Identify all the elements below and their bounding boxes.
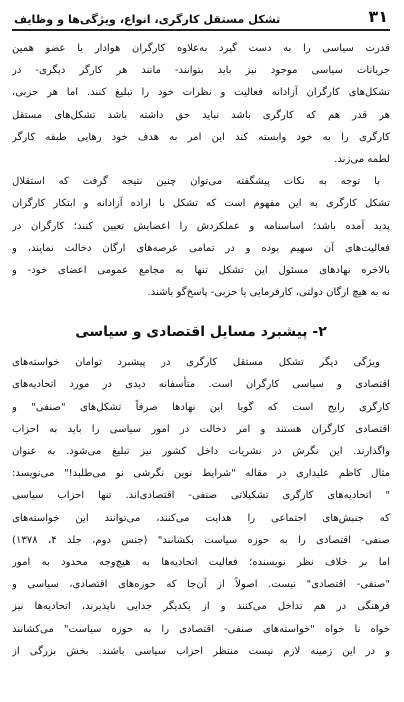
text-line: پدید آمده باشد؛ اساسنامه و عملکردش را اعضایش تعیین کنند؛ کارگران در (12, 220, 390, 232)
page-number: ۳۱ (368, 7, 388, 26)
text-line: واگذارند. این نگرش در نشریات داخل کشور نیز تبلیغ می‌شود. به عنوان (12, 446, 390, 457)
text-line: فعالیت‌های آن سهیم بوده و در تمامی عرصه‌های ارگان دخالت نمایند، و (12, 242, 390, 254)
text-line: خواه نا خواه "خواسته‌های صنفی- اقتصادی را به حوزه سیاست" می‌کشانند (12, 623, 390, 635)
text-line: اقتصادی کارگران هستند و امر دخالت در امور سیاسی را باید به احزاب (12, 423, 390, 435)
text-line: اقتصادی و سیاسی کارگران است. متأسفانه دیدی در مورد اتحادیه‌های (12, 379, 390, 391)
text-line: هر قدر هم که کارگری باشد نباید حق داشته باشد تشکل‌های مستقل (12, 109, 390, 121)
text-line: اما بر خلاف نظر نویسنده؛ فعالیت اتحادیه‌ها به هیچ‌وجه محدود به امور (12, 556, 390, 568)
text-line: "صنفی- اقتصادی" نیست. اصولاً از آن‌جا که حوزه‌های اقتصادی، سیاسی و (12, 579, 390, 591)
section-heading: ۲- پیشبرد مسایل اقتصادی و سیاسی (75, 324, 327, 341)
text-line: نه به هیچ ارگان دولتی، کارفرمایی یا حزبی- پاسخ‌گو باشند. (147, 287, 390, 299)
text-line: بالاخره نهادهای مسئول این تشکل تنها به مجامع عمومی اعضای خود- و (12, 264, 390, 276)
text-line: فرهنگی در هم تداخل می‌کنند و از یکدیگر جدایی ناپذیرند، اتحادیه‌ها نیز (12, 601, 390, 613)
text-line: قدرت سیاسی را به دست گیرد به‌علاوه کارگران هوادار یا عضو همین (12, 43, 390, 54)
body-text-bottom (12, 352, 390, 663)
text-line: ویژگی دیگر تشکل مستقل کارگری در پیشبرد توامان خواسته‌های (12, 357, 380, 369)
text-line: با توجه به نکات پیشگفته می‌توان چنین نتیجه گرفت که استقلال (12, 176, 380, 188)
text-line: که جنبش‌های اجتماعی را هدایت می‌کنند، می‌توانند این خواسته‌های (12, 512, 390, 524)
text-line: جریانات سیاسی موجود نیز باید بتوانند- مانند هر کارگر دیگری- در (12, 65, 390, 77)
text-line: و در این زمینه لازم نیست منتظر احزاب سیاسی باشند. بخش بزرگی از (12, 645, 390, 657)
text-line: مثال کاظم علیداری در مقاله "شرایط نوین نگرشی نو می‌طلبد!" می‌نویسد: (12, 468, 390, 480)
text-line: کارگری را به خود وابسته کند این امر به هدف خود رهایی طبقه کارگر (12, 131, 390, 143)
text-line: تشکل‌های کارگران آزادانه فعالیت و نظرات خود را تبلیغ کنند. اما هر حزبی، (12, 87, 390, 99)
running-header (12, 0, 390, 31)
text-line: لطمه می‌زند. (334, 153, 390, 165)
running-title: تشکل مستقل کارگری، انواع، ویژگی‌ها و وظایف (14, 13, 281, 26)
text-line: کارگری رایج است که گویا این نهادها صرفاً تشکل‌های "صنفی" و (12, 401, 390, 413)
text-line: تشکل کارگری به این مفهوم است که تشکل با اراده آزادانه و ابتکار کارگران (12, 198, 390, 210)
body-text-top (12, 38, 390, 304)
text-line: " اتحادیه‌های کارگری تشکیلاتی صنفی- اقتصادی‌اند. تنها احزاب سیاسی (12, 490, 390, 502)
text-line: صنفی- اقتصادی را به حوزه سیاست بکشانند" (جنس دوم، جلد ۴، ۱۳۷۸) (12, 534, 390, 546)
